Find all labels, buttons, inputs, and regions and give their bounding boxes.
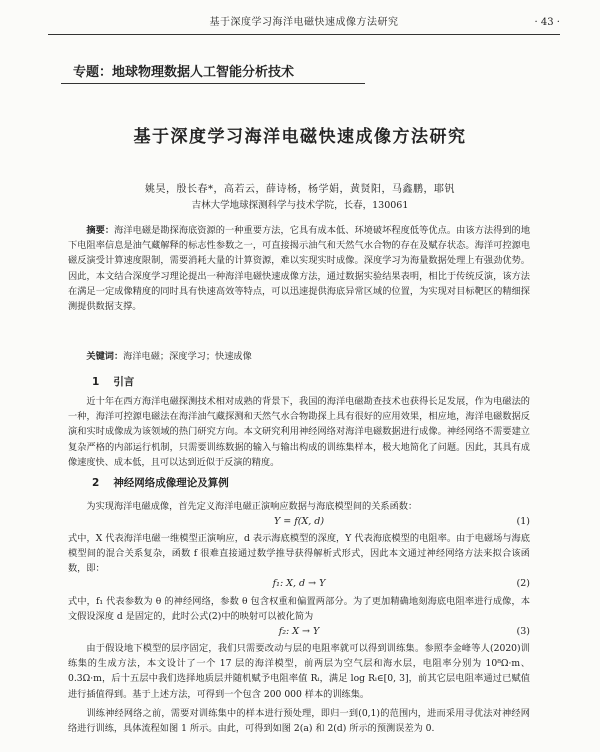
abstract-text: 海洋电磁是勘探海底资源的一种重要方法，它具有成本低、环境破坏程度低等优点。由该方法得到的地下电阻率信息是油气藏解释的标志性参数之一，可直接揭示油气和天然气水合物的存在及赋存状态。海洋可控源电磁反演受计算速度限制，需要消耗大量的计算资源，难以实现实时成像。深度学习为海量数据处理上有强劲优势。因此，本文结合深度学习理论提出一种海洋电磁快速成像方法，通过数据实验结果表明，相比于传统反演，该方法在满足一定成像精度的同时具有快速高效等特点，可以迅速提供海底异常区域的位置，为实现对目标靶区的精细探测提供数据支撑。 <box>68 225 531 313</box>
method-paragraph-2: 式中，X 代表海洋电磁一维模型正演响应，d 表示海底模型的深度，Y 代表海底模型的电阻率。由于电磁场与海底模型间的混合关系复杂，函数 f 很难直接通过数学推导获得解析式形式，因此本文通过神经网络方法来拟合该函数，即： <box>68 533 530 575</box>
method-paragraph-5: 训练神经网络之前，需要对训练集中的样本进行预处理，即归一到(0,1)的范围内，进而采用寻优法对神经网络进行训练，具体流程如图 1 所示。由此，可得到如图 2(a) 和 2(d) 所示的预测误差为 0. <box>68 708 530 735</box>
equation-expression: Y = f(X, d) <box>273 516 325 527</box>
equation-1 <box>68 516 530 530</box>
method-paragraph-1: 为实现海洋电磁成像，首先定义海洋电磁正演响应数据与海底模型间的关系函数： <box>86 501 418 512</box>
section-heading-intro <box>92 374 134 389</box>
affiliation: 吉林大学地球探测科学与技术学院，长春，130061 <box>191 200 409 211</box>
equation-3 <box>68 626 530 640</box>
equation-number: (2) <box>516 578 530 589</box>
section-title: 引言 <box>113 376 135 388</box>
article-title: 基于深度学习海洋电磁快速成像方法研究 <box>133 127 467 147</box>
author-list: 姚昊，殷长春*，高若云，薛诗杨，杨学娟，黄贤阳，马鑫鹏，耶钒 <box>145 184 455 195</box>
abstract <box>68 223 530 314</box>
running-head-title: 基于深度学习海洋电磁快速成像方法研究 <box>209 17 399 28</box>
running-head <box>48 12 560 35</box>
method-paragraph-4: 由于假设地下模型的层序固定，我们只需要改动与层的电阻率就可以得到训练集。参照李金峰等人(2020)训练集的生成方法，本文设计了一个 17 层的海洋模型，前两层为空气层和海水层，电阻率分别为 10⁸Ω·m、0.3Ω·m，后十五层中我们选择地质层并随机赋予电阻率值 Rᵢ，满足 log Rᵢ∈[0, 3]，前其它层电阻率通过已赋值进行插值得到。基于上述方法，可得到一个包含 200 000 样本的训练集。 <box>68 643 530 700</box>
section-title: 神经网络成像理论及算例 <box>113 477 229 489</box>
equation-2 <box>68 578 530 592</box>
keywords <box>68 349 530 364</box>
column-heading: 专题：地球物理数据人工智能分析技术 <box>61 64 365 84</box>
method-paragraph-3: 式中，f₁ 代表参数为 θ 的神经网络，参数 θ 包含权重和偏置两部分。为了更加精确地刻海底电阻率进行成像，本文假设深度 d 是固定的，此时公式(2)中的映射可以被化简为 <box>68 596 530 623</box>
intro-paragraph: 近十年在西方海洋电磁探测技术相对成熟的背景下，我国的海洋电磁勘查技术也获得长足发展，作为电磁法的一种，海洋可控源电磁法在海洋油气藏探测和天然气水合物勘探上具有很好的应用效果，相应地，海洋电磁数据反演和实时成像成为该领域的热门研究方向。本文研究利用神经网络对海洋电磁数据进行成像。神经网络不需要建立复杂严格的内部运行机制，只需要训练数据的输入与输出构成的训练集样本，极大地简化了问题。因此，其具有成像速度快、成本低，且可以达到近似于反演的精度。 <box>68 396 530 468</box>
keywords-label: 关键词： <box>86 351 124 362</box>
page-number: · 43 · <box>534 17 560 28</box>
equation-number: (3) <box>516 626 530 637</box>
section-number: 1 <box>92 376 100 388</box>
section-number: 2 <box>92 477 100 489</box>
keywords-text: 海洋电磁；深度学习；快速成像 <box>123 351 252 362</box>
section-heading-method <box>92 475 229 490</box>
abstract-label: 摘要： <box>86 225 115 236</box>
equation-number: (1) <box>516 516 530 527</box>
equation-expression: f₂: X → Y <box>278 626 320 637</box>
equation-expression: f₁: X, d → Y <box>272 578 326 589</box>
